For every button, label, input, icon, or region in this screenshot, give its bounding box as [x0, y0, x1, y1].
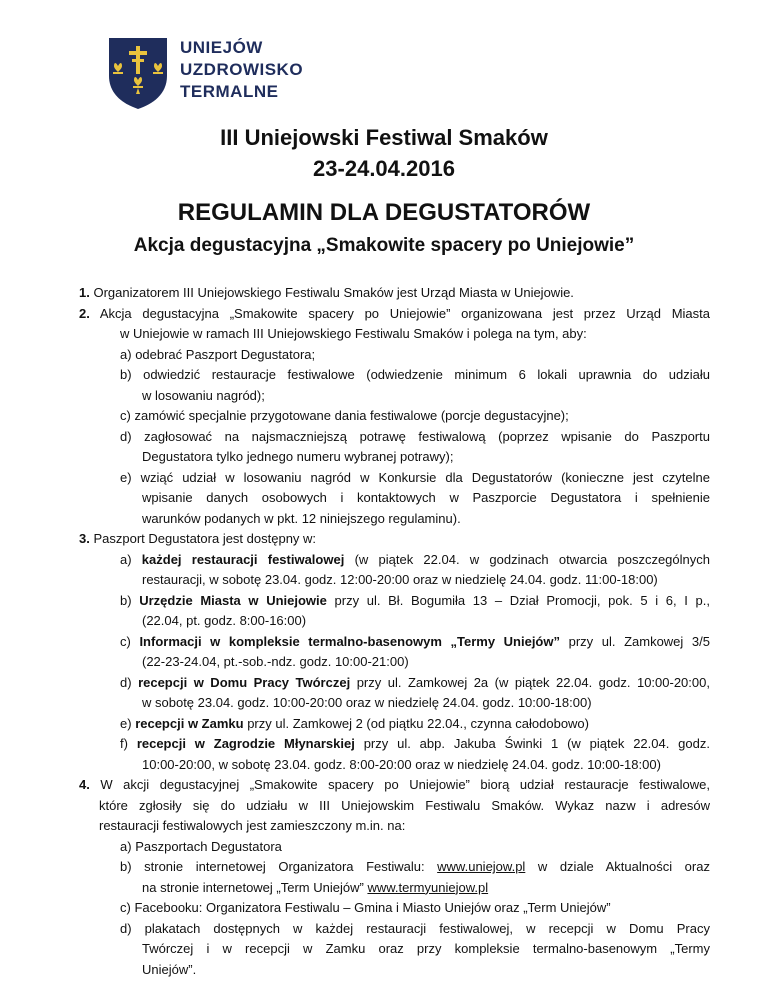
- logo-line-1: UNIEJÓW: [180, 38, 263, 57]
- rule-4: [79, 775, 710, 796]
- rule-text-continued: które zgłosiły się do udziału w III Uniejowskim Festiwalu Smaków. Wykaz nazw i adresów: [99, 797, 710, 813]
- list-item: e) wziąć udział w losowaniu nagród w Konkursie dla Degustatorów (konieczne jest czytelne: [120, 469, 710, 485]
- logo-wordmark: [180, 37, 303, 103]
- rule-text-continued: w Uniejowie w ramach III Uniejowskiego Festiwalu Smaków i polega na tym, aby:: [120, 326, 587, 341]
- uniejow-logo: [107, 36, 327, 110]
- list-item: c) Facebooku: Organizatora Festiwalu – Gmina i Miasto Uniejów oraz „Term Uniejów”: [120, 900, 611, 915]
- list-item: a) odebrać Paszport Degustatora;: [120, 346, 316, 362]
- list-item-continued: Degustatora tylko jednego numeru wybranej potrawy);: [142, 449, 454, 464]
- list-item: d) recepcji w Domu Pracy Twórczej przy ul. Zamkowej 2a (w piątek 22.04. godz. 10:00-20:00,: [120, 674, 710, 690]
- list-item: c) zamówić specjalnie przygotowane dania festiwalowe (porcje degustacyjne);: [120, 408, 569, 423]
- regulation-title: REGULAMIN DLA DEGUSTATORÓW: [177, 199, 591, 226]
- rule-1: [79, 283, 768, 304]
- rule-text: Paszport Degustatora jest dostępny w:: [93, 531, 317, 546]
- list-item: e) recepcji w Zamku przy ul. Zamkowej 2 (od piątku 22.04., czynna całodobowo): [120, 715, 589, 731]
- rule-number: 1.: [79, 285, 90, 300]
- list-item: c) Informacji w kompleksie termalno-basenowym „Termy Uniejów” przy ul. Zamkowej 3/5: [120, 633, 710, 649]
- logo-line-3: TERMALNE: [180, 82, 279, 101]
- list-item: b) Urzędzie Miasta w Uniejowie przy ul. Bł. Bogumiła 13 – Dział Promocji, pok. 5 i 6, I p.,: [120, 592, 710, 608]
- list-item: b) stronie internetowej Organizatora Festiwalu: www.uniejow.pl w dziale Aktualności oraz: [120, 859, 710, 874]
- regulation-body: [0, 283, 768, 980]
- festival-title: III Uniejowski Festiwal Smaków: [220, 125, 548, 150]
- list-item: a) Paszportach Degustatora: [120, 838, 282, 854]
- list-item-continued: na stronie internetowej „Term Uniejów” www.termyuniejow.pl: [142, 879, 489, 895]
- list-item: f) recepcji w Zagrodzie Młynarskiej przy ul. abp. Jakuba Świnki 1 (w piątek 22.04. godz.: [120, 736, 710, 751]
- list-item: a) każdej restauracji festiwalowej (w piątek 22.04. w godzinach otwarcia poszczególnych: [120, 551, 710, 567]
- list-item-continued: w sobotę 23.04. godz. 10:00-20:00 oraz w niedzielę 24.04. godz. 10:00-18:00): [142, 695, 592, 710]
- termyuniejow-link[interactable]: www.termyuniejow.pl: [367, 879, 489, 895]
- shield-icon: [107, 36, 169, 110]
- rule-2: [79, 304, 710, 325]
- list-item-continued: warunków podanych w pkt. 12 niniejszego regulaminu).: [142, 510, 461, 526]
- list-item-continued: restauracji, w sobotę 23.04. godz. 12:00-20:00 oraz w niedzielę 24.04. godz. 11:00-18:00): [142, 572, 658, 587]
- rule-3: [79, 529, 768, 550]
- list-item-continued: 10:00-20:00, w sobotę 23.04. godz. 8:00-20:00 oraz w niedzielę 24.04. godz. 10:00-18:00): [142, 756, 661, 772]
- uniejow-link[interactable]: www.uniejow.pl: [437, 859, 526, 874]
- rule-number: 2.: [79, 305, 90, 321]
- rule-number: 4.: [79, 777, 90, 792]
- list-item-continued: (22-23-24.04, pt.-sob.-ndz. godz. 10:00-21:00): [142, 654, 409, 669]
- list-item-continued: Twórczej i w recepcji w Zamku oraz przy kompleksie termalno-basenowym „Termy: [142, 941, 710, 956]
- list-item: b) odwiedzić restauracje festiwalowe (odwiedzenie minimum 6 lokali uprawnia do udziału: [120, 367, 710, 382]
- rule-text: Organizatorem III Uniejowskiego Festiwalu Smaków jest Urząd Miasta w Uniejowie.: [93, 285, 574, 300]
- list-item-continued: w losowaniu nagród);: [142, 387, 265, 403]
- list-item-continued: (22.04, pt. godz. 8:00-16:00): [142, 613, 307, 628]
- rule-text: W akcji degustacyjnej „Smakowite spacery po Uniejowie” biorą udział restauracje festiwalowe,: [100, 777, 710, 792]
- rule-number: 3.: [79, 531, 90, 546]
- rule-text-continued: restauracji festiwalowych jest zamieszczony m.in. na:: [99, 818, 406, 833]
- list-item-continued: Uniejów”.: [142, 961, 197, 977]
- list-item: d) zagłosować na najsmaczniejszą potrawę festiwalową (poprzez wpisanie do Paszportu: [120, 428, 710, 444]
- rule-text: Akcja degustacyjna „Smakowite spacery po Uniejowie” organizowana jest przez Urząd Miasta: [99, 305, 710, 321]
- list-item-continued: wpisanie danych osobowych i kontaktowych w Paszporcie Degustatora i spełnienie: [142, 490, 710, 505]
- festival-dates: 23-24.04.2016: [313, 156, 455, 181]
- list-item: d) plakatach dostępnych w każdej restauracji festiwalowej, w recepcji w Domu Pracy: [120, 920, 710, 936]
- regulation-subtitle: Akcja degustacyjna „Smakowite spacery po Uniejowie”: [133, 235, 635, 256]
- logo-line-2: UZDROWISKO: [180, 60, 304, 79]
